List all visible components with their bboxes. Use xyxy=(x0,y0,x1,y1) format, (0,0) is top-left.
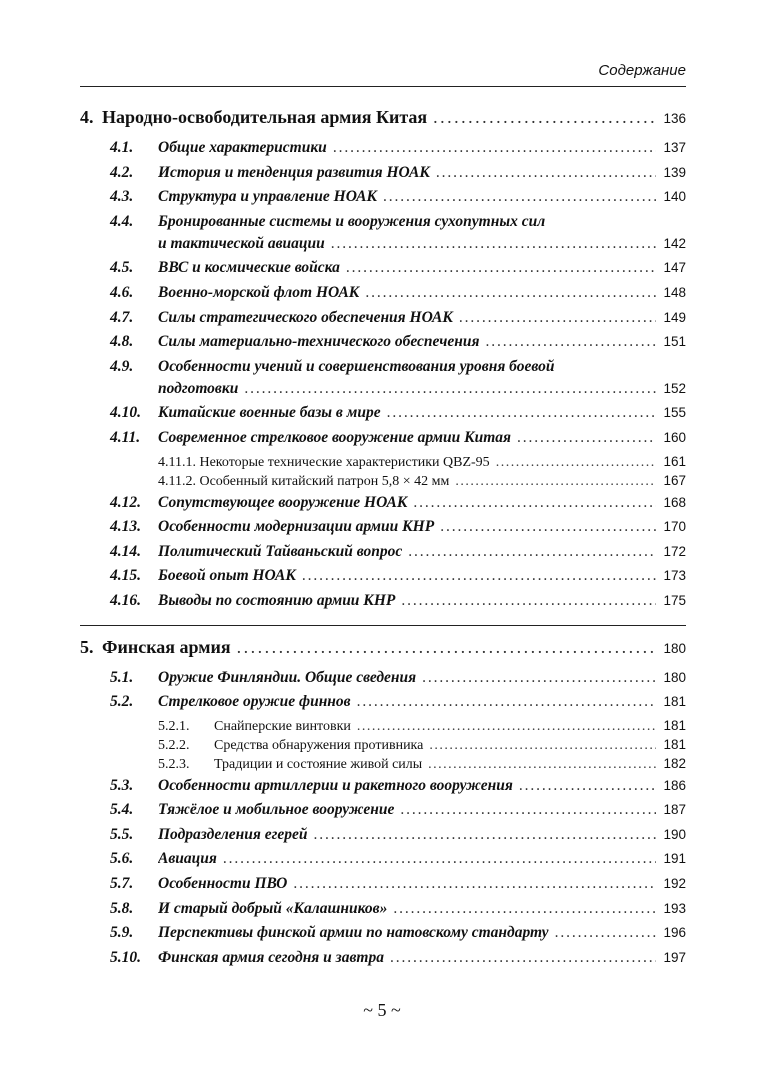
section-title: Структура и управление НОАК xyxy=(158,188,378,206)
section-title-wrap xyxy=(158,284,660,302)
section-page: 142 xyxy=(663,235,686,251)
toc-section-row xyxy=(80,139,686,164)
section-page: 168 xyxy=(663,494,686,510)
section-title-wrap xyxy=(158,404,660,422)
dot-leader xyxy=(302,567,656,585)
chapter-divider xyxy=(80,625,686,627)
section-number: 4.2. xyxy=(110,163,134,181)
section-title-wrap xyxy=(158,924,660,942)
section-title-wrap xyxy=(158,826,660,844)
section-number: 5.9. xyxy=(110,924,134,942)
toc-section-row xyxy=(80,801,686,826)
toc-chapter-row xyxy=(80,107,686,133)
dot-leader xyxy=(440,518,656,536)
dot-leader xyxy=(346,259,656,277)
section-page: 175 xyxy=(663,592,686,608)
section-title-line1: Бронированные системы и вооружения сухопутных сил xyxy=(158,212,546,230)
toc-section-row xyxy=(80,777,686,802)
dot-leader xyxy=(331,235,656,253)
dot-leader xyxy=(429,738,656,754)
section-number: 4.10. xyxy=(110,404,141,422)
section-number: 5.8. xyxy=(110,899,134,917)
section-title: Общие характеристики xyxy=(158,139,327,156)
section-page: 140 xyxy=(663,189,686,205)
dot-leader xyxy=(393,900,656,918)
dot-leader xyxy=(365,284,656,302)
section-title: Перспективы финской армии по натовскому стандарту xyxy=(158,924,549,942)
section-title: Силы стратегического обеспечения НОАК xyxy=(158,308,453,326)
toc-section-row xyxy=(80,494,686,519)
section-page: 160 xyxy=(663,429,686,445)
dot-leader xyxy=(357,719,656,735)
section-number: 4.7. xyxy=(110,308,134,326)
subsection-page: 167 xyxy=(663,472,686,488)
section-title: Стрелковое оружие финнов xyxy=(158,693,351,711)
dot-leader xyxy=(519,777,656,795)
subsection-title: Снайперские винтовки xyxy=(214,718,351,734)
toc-section-row xyxy=(80,259,686,284)
section-number: 5.6. xyxy=(110,850,134,868)
toc-section-row xyxy=(80,875,686,900)
dot-leader xyxy=(387,404,656,422)
section-page: 172 xyxy=(663,543,686,559)
subsection-title-wrap xyxy=(158,455,660,471)
running-header: Содержание xyxy=(598,62,686,79)
section-number: 4.5. xyxy=(110,259,134,277)
section-page: 137 xyxy=(663,140,686,155)
section-page: 139 xyxy=(663,164,686,180)
dot-leader xyxy=(428,757,656,773)
section-title-wrap xyxy=(158,949,660,967)
dot-leader xyxy=(555,924,656,942)
dot-leader xyxy=(408,543,656,561)
toc-section-row xyxy=(80,358,686,380)
section-number: 4.8. xyxy=(110,333,134,351)
chapter-number: 4. xyxy=(80,107,94,127)
section-title: Особенности ПВО xyxy=(158,875,288,893)
section-number: 5.1. xyxy=(110,668,134,686)
dot-leader xyxy=(333,139,656,157)
section-title-wrap xyxy=(158,518,660,536)
section-number: 4.4. xyxy=(110,212,134,230)
section-number: 4.13. xyxy=(110,518,141,536)
toc-section-row xyxy=(80,949,686,974)
toc-chapter xyxy=(80,625,686,974)
dot-leader xyxy=(455,474,656,490)
section-title-wrap xyxy=(158,333,660,351)
toc-section-row xyxy=(80,567,686,592)
section-page: 196 xyxy=(663,925,686,941)
section-title-wrap xyxy=(158,494,660,512)
toc-section-row xyxy=(80,924,686,949)
section-number: 5.3. xyxy=(110,776,134,794)
toc-section-row xyxy=(80,429,686,454)
section-title-wrap xyxy=(158,543,660,561)
section-title-wrap xyxy=(158,850,660,868)
section-title-wrap xyxy=(158,235,660,253)
subsection-page: 161 xyxy=(663,453,686,469)
dot-leader xyxy=(436,164,656,182)
section-page: 197 xyxy=(663,949,686,965)
section-page: 149 xyxy=(663,309,686,325)
section-number: 4.16. xyxy=(110,591,141,609)
dot-leader xyxy=(517,429,656,447)
section-title: Боевой опыт НОАК xyxy=(158,567,296,585)
table-of-contents xyxy=(80,107,686,973)
dot-leader xyxy=(401,592,656,610)
toc-section-row xyxy=(80,693,686,718)
toc-subsection-row xyxy=(80,473,686,492)
section-title-wrap xyxy=(158,309,660,327)
section-number: 4.11. xyxy=(110,428,141,446)
subsection-title-wrap xyxy=(158,719,660,735)
section-number: 5.4. xyxy=(110,801,134,819)
section-title-wrap xyxy=(158,429,660,447)
dot-leader xyxy=(244,380,656,398)
section-title: Авиация xyxy=(158,850,217,868)
section-title: Выводы по состоянию армии КНР xyxy=(158,591,396,609)
section-number: 4.14. xyxy=(110,542,141,560)
subsection-title-wrap xyxy=(158,757,660,773)
header-rule xyxy=(80,86,686,87)
toc-section-row xyxy=(80,309,686,334)
toc-section-row xyxy=(80,826,686,851)
toc-subsection-row xyxy=(80,454,686,473)
section-page: 151 xyxy=(663,334,686,350)
section-title: Современное стрелковое вооружение армии Китая xyxy=(158,428,512,446)
section-page: 187 xyxy=(663,802,686,818)
section-title-wrap xyxy=(158,380,660,398)
dot-leader xyxy=(400,801,656,819)
section-title-wrap xyxy=(158,139,660,157)
section-title-wrap xyxy=(158,164,660,182)
section-page: 180 xyxy=(663,669,686,685)
chapter-title: Народно-освободительная армия Китая xyxy=(102,107,428,127)
subsection-title: 4.11.1. Некоторые технические характеристики QBZ-95 xyxy=(158,454,490,470)
section-title-wrap xyxy=(158,669,660,687)
section-title-wrap xyxy=(158,900,660,918)
section-page: 190 xyxy=(663,826,686,842)
subsection-title-wrap xyxy=(158,474,660,490)
section-title-line1: Особенности учений и совершенствования уровня боевой xyxy=(158,357,555,375)
toc-section-row xyxy=(80,669,686,694)
section-number: 4.6. xyxy=(110,283,134,301)
section-number: 4.15. xyxy=(110,567,141,585)
dot-leader xyxy=(485,333,656,351)
section-number: 4.3. xyxy=(110,188,134,206)
section-title: Финская армия сегодня и завтра xyxy=(158,948,384,966)
section-number: 4.12. xyxy=(110,493,141,511)
section-page: 186 xyxy=(663,777,686,793)
section-title-wrap xyxy=(158,259,660,277)
toc-section-row xyxy=(80,404,686,429)
section-page: 152 xyxy=(663,380,686,396)
subsection-page: 181 xyxy=(663,736,686,752)
section-title: и тактической авиации xyxy=(158,234,325,252)
toc-chapter-row xyxy=(80,637,686,663)
section-title-wrap xyxy=(158,592,660,610)
toc-section-row xyxy=(80,164,686,189)
dot-leader xyxy=(383,188,656,206)
dot-leader xyxy=(313,826,656,844)
section-number: 5.7. xyxy=(110,875,134,893)
subsection-title: 4.11.2. Особенный китайский патрон 5,8 × 42 мм xyxy=(158,473,450,489)
chapter-title-wrap xyxy=(102,107,660,128)
subsection-page: 181 xyxy=(663,717,686,733)
chapter-title-wrap xyxy=(102,637,660,658)
section-title-wrap xyxy=(158,875,660,893)
toc-section-row xyxy=(80,850,686,875)
section-page: 191 xyxy=(663,851,686,867)
section-title: Военно-морской флот НОАК xyxy=(158,283,360,301)
section-title-wrap xyxy=(158,567,660,585)
section-title: История и тенденция развития НОАК xyxy=(158,163,430,181)
section-number: 4.1. xyxy=(110,139,134,156)
dot-leader xyxy=(413,494,656,512)
section-number: 5.10. xyxy=(110,948,141,966)
toc-chapter xyxy=(80,107,686,617)
dot-leader xyxy=(459,309,656,327)
section-title: Политический Тайваньский вопрос xyxy=(158,542,403,560)
dot-leader xyxy=(357,693,656,711)
toc-subsection-row xyxy=(80,737,686,756)
section-page: 173 xyxy=(663,568,686,584)
toc-section-row-continued xyxy=(80,235,686,260)
dot-leader xyxy=(433,107,656,128)
chapter-page: 180 xyxy=(663,640,686,656)
section-title: ВВС и космические войска xyxy=(158,259,340,277)
dot-leader xyxy=(293,875,656,893)
section-title: Оружие Финляндии. Общие сведения xyxy=(158,668,417,686)
toc-section-row xyxy=(80,543,686,568)
page-number: ~ 5 ~ xyxy=(363,1000,401,1020)
toc-subsection-row xyxy=(80,756,686,775)
section-number: 4.9. xyxy=(110,357,134,375)
toc-section-row xyxy=(80,188,686,213)
section-title: Особенности артиллерии и ракетного вооружения xyxy=(158,776,513,794)
toc-section-row-continued xyxy=(80,380,686,405)
subsection-page: 182 xyxy=(663,755,686,771)
subsection-number: 5.2.2. xyxy=(158,737,190,753)
chapter-title: Финская армия xyxy=(102,636,231,657)
section-title: Особенности модернизации армии КНР xyxy=(158,518,435,536)
section-title-wrap xyxy=(158,188,660,206)
toc-section-row xyxy=(80,518,686,543)
dot-leader xyxy=(237,637,656,658)
dot-leader xyxy=(223,850,656,868)
section-page: 181 xyxy=(663,694,686,710)
dot-leader xyxy=(422,669,656,687)
section-title: Тяжёлое и мобильное вооружение xyxy=(158,801,395,819)
section-title: Китайские военные базы в мире xyxy=(158,404,381,422)
dot-leader xyxy=(390,949,656,967)
subsection-title: Традиции и состояние живой силы xyxy=(214,756,423,772)
section-page: 155 xyxy=(663,405,686,421)
section-title: Сопутствующее вооружение НОАК xyxy=(158,493,408,511)
section-title-wrap xyxy=(158,777,660,795)
toc-subsection-row xyxy=(80,718,686,737)
section-page: 193 xyxy=(663,900,686,916)
section-page: 192 xyxy=(663,876,686,892)
section-number: 5.2. xyxy=(110,693,134,711)
section-number: 5.5. xyxy=(110,825,134,843)
toc-section-row xyxy=(80,284,686,309)
toc-section-row xyxy=(80,333,686,358)
section-title-wrap xyxy=(158,693,660,711)
subsection-number: 5.2.3. xyxy=(158,756,190,772)
toc-section-row xyxy=(80,213,686,235)
section-page: 170 xyxy=(663,519,686,535)
chapter-page: 136 xyxy=(663,111,686,126)
subsection-title-wrap xyxy=(158,738,660,754)
chapter-number: 5. xyxy=(80,636,94,657)
toc-section-row xyxy=(80,592,686,617)
section-title-wrap xyxy=(158,801,660,819)
section-page: 147 xyxy=(663,260,686,276)
toc-section-row xyxy=(80,900,686,925)
section-title: Силы материально-технического обеспечения xyxy=(158,333,480,351)
dot-leader xyxy=(496,455,656,471)
subsection-title: Средства обнаружения противника xyxy=(214,737,424,753)
section-title: подготовки xyxy=(158,379,239,397)
section-page: 148 xyxy=(663,284,686,300)
section-title: И старый добрый «Калашников» xyxy=(158,899,388,917)
section-title: Подразделения егерей xyxy=(158,825,308,843)
subsection-number: 5.2.1. xyxy=(158,718,190,734)
